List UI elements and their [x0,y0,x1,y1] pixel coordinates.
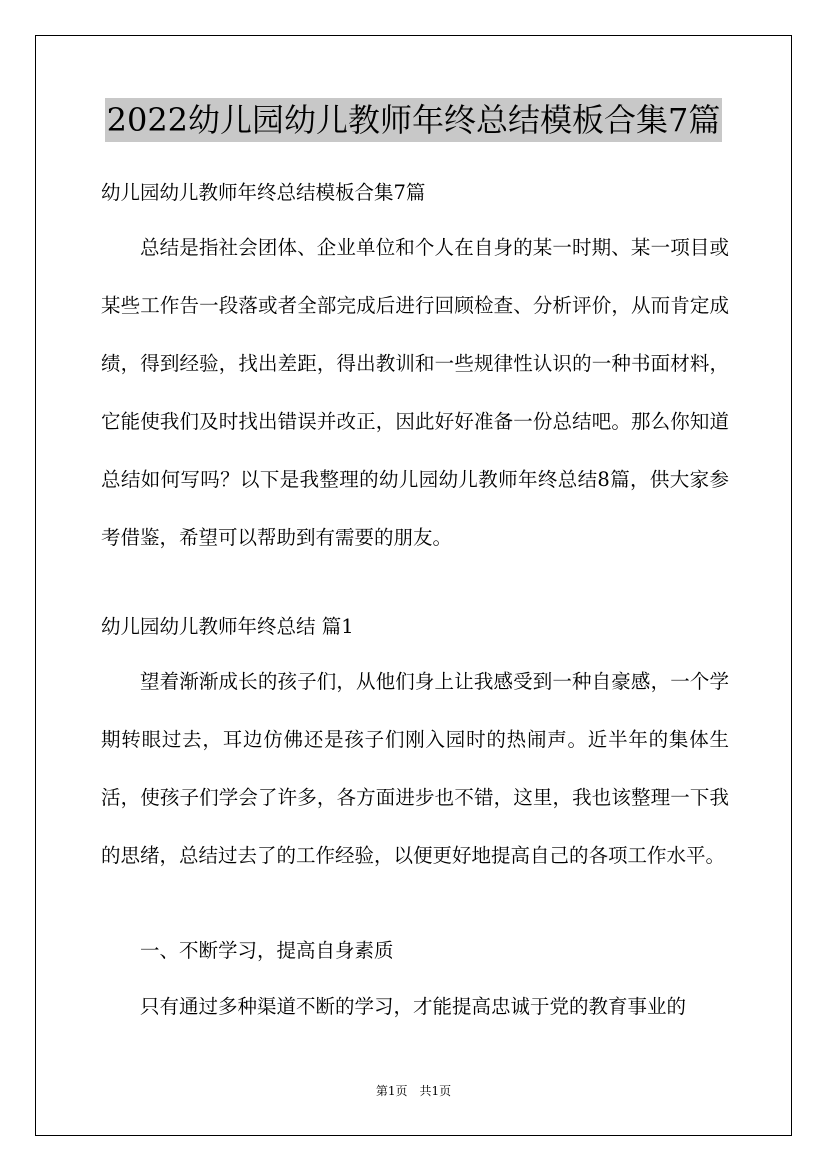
title-container [0,98,827,142]
intro-paragraph-block [101,219,729,567]
document-subtitle: 幼儿园幼儿教师年终总结模板合集7篇 [101,181,426,204]
subsection-heading: 一、不断学习，提高自身素质 [140,939,394,962]
section-paragraph-block [101,653,729,885]
page-number-footer: 第1页 共1页 [375,1084,452,1098]
subsection-paragraph-block [101,978,729,1036]
subsection-paragraph: 只有通过多种渠道不断的学习，才能提高忠诚于党的教育事业的 [140,995,687,1018]
section-heading: 幼儿园幼儿教师年终总结 篇1 [101,615,354,638]
subsection-heading-block [101,922,729,980]
intro-paragraph: 总结是指社会团体、企业单位和个人在自身的某一时期、某一项目或某些工作告一段落或者全部完成后进行回顾检查、分析评价，从而肯定成绩，得到经验，找出差距，得出教训和一些规律性认识的一种书面材料，它能使我们及时找出错误并改正，因此好好准备一份总结吧。那么你知道总结如何写吗？以下是我整理的幼儿园幼儿教师年终总结8篇，供大家参考借鉴，希望可以帮助到有需要的朋友。 [101,236,729,549]
section-paragraph: 望着渐渐成长的孩子们，从他们身上让我感受到一种自豪感，一个学期转眼过去，耳边仿佛还是孩子们刚入园时的热闹声。近半年的集体生活，使孩子们学会了许多，各方面进步也不错，这里，我也该整理一下我的思绪，总结过去了的工作经验，以便更好地提高自己的各项工作水平。 [101,670,729,867]
document-title: 2022幼儿园幼儿教师年终总结模板合集7篇 [105,98,723,142]
